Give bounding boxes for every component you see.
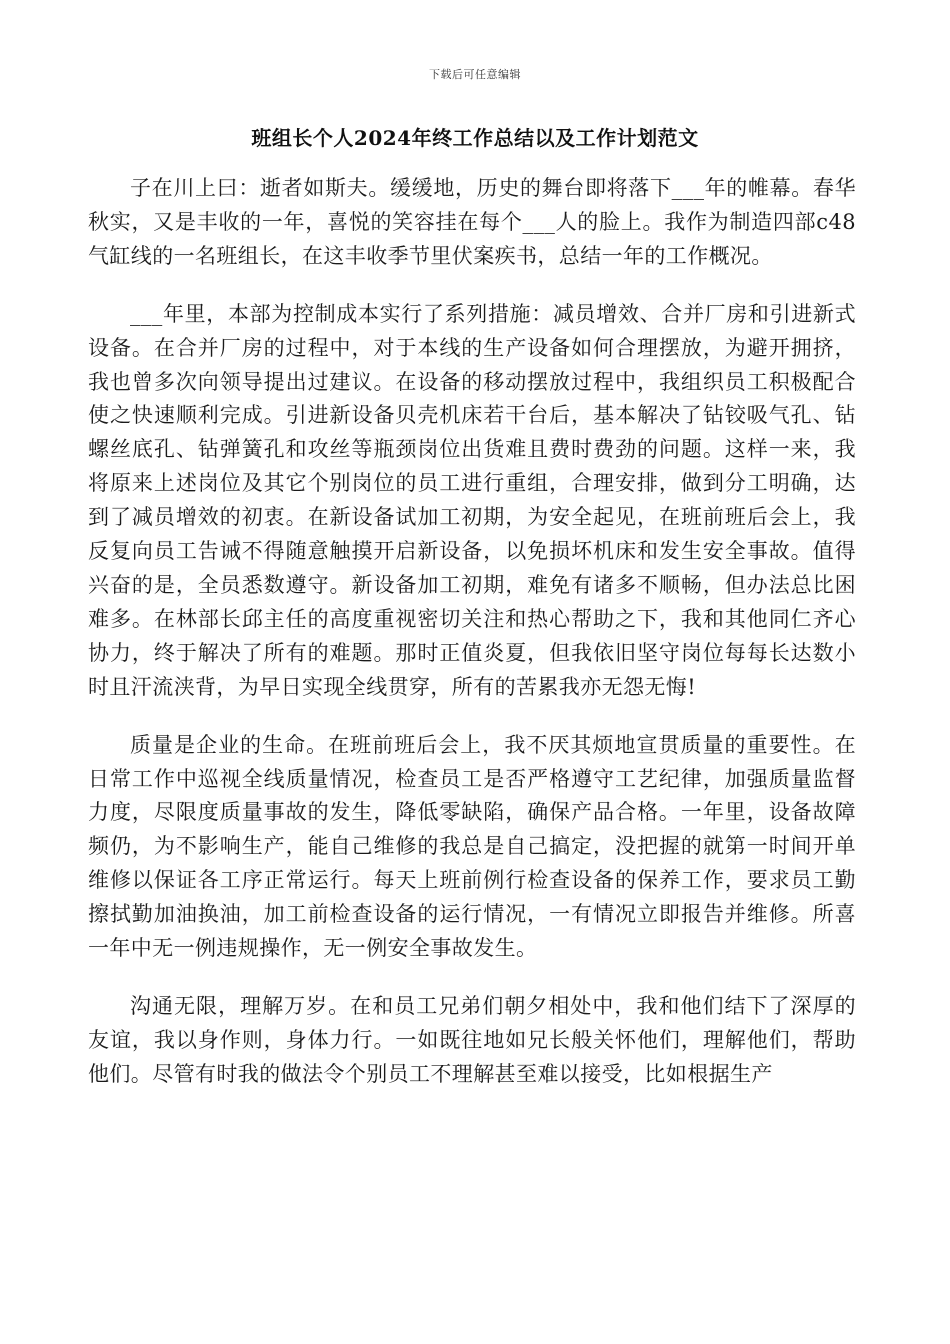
paragraph-3: 质量是企业的生命。在班前班后会上，我不厌其烦地宣贯质量的重要性。在日常工作中巡视全线质量情况，检查员工是否严格遵守工艺纪律，加强质量监督力度，尽限度质量事故的发生，降低零缺陷，确保产品合格。一年里，设备故障频仍，为不影响生产，能自己维修的我总是自己搞定，没把握的就第一时间开单维修以保证各工序正常运行。每天上班前例行检查设备的保养工作，要求员工勤擦拭勤加油换油，加工前检查设备的运行情况，一有情况立即报告并维修。所喜一年中无一例违规操作，无一例安全事故发生。	[88, 732, 856, 961]
paragraph-1: 子在川上曰：逝者如斯夫。缓缓地，历史的舞台即将落下___年的帷幕。春华秋实，又是丰收的一年，喜悦的笑容挂在每个___人的脸上。我作为制造四部c48气缸线的一名班组长，在这丰收季节里伏案疾书，总结一年的工作概况。	[88, 176, 856, 268]
document-body	[88, 172, 856, 1116]
document-title: 班组长个人2024年终工作总结以及工作计划范文	[251, 126, 699, 150]
paragraph-4: 沟通无限，理解万岁。在和员工兄弟们朝夕相处中，我和他们结下了深厚的友谊，我以身作则，身体力行。一如既往地如兄长般关怀他们，理解他们，帮助他们。尽管有时我的做法令个别员工不理解甚至难以接受，比如根据生产	[88, 993, 856, 1086]
paragraph-2: ___年里，本部为控制成本实行了系列措施：减员增效、合并厂房和引进新式设备。在合并厂房的过程中，对于本线的生产设备如何合理摆放，为避开拥挤，我也曾多次向领导提出过建议。在设备的移动摆放过程中，我组织员工积极配合使之快速顺利完成。引进新设备贝壳机床若干台后，基本解决了钻铰吸气孔、钻螺丝底孔、钻弹簧孔和攻丝等瓶颈岗位出货难且费时费劲的问题。这样一来，我将原来上述岗位及其它个别岗位的员工进行重组，合理安排，做到分工明确，达到了减员增效的初衷。在新设备试加工初期，为安全起见，在班前班后会上，我反复向员工告诫不得随意触摸开启新设备，以免损坏机床和发生安全事故。值得兴奋的是，全员悉数遵守。新设备加工初期，难免有诸多不顺畅，但办法总比困难多。在林部长邱主任的高度重视密切关注和热心帮助之下，我和其他同仁齐心协力，终于解决了所有的难题。那时正值炎夏，但我依旧坚守岗位每每长达数小时且汗流浃背，为早日实现全线贯穿，所有的苦累我亦无怨无悔!	[88, 301, 856, 699]
page-header-note: 下载后可任意编辑	[429, 68, 521, 81]
